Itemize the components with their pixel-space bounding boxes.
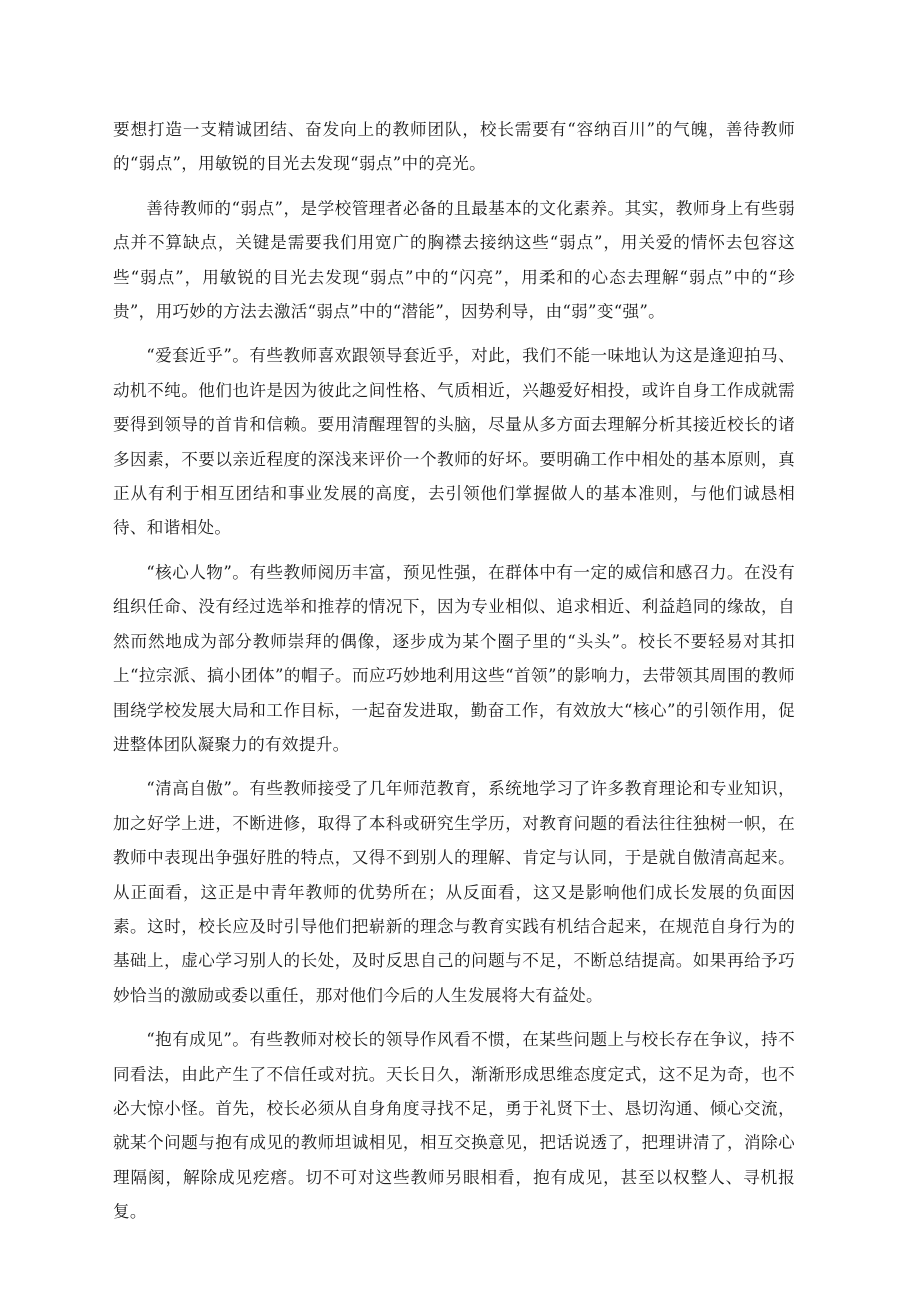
paragraph-closeness: “爱套近乎”。有些教师喜欢跟领导套近乎，对此，我们不能一味地认为这是逢迎拍马、动机不纯。他们也许是因为彼此之间性格、气质相近，兴趣爱好相投，或许自身工作成就需要得到领导的首肯和信赖。要用清醒理智的头脑，尽量从多方面去理解分析其接近校长的诸多因素，不要以亲近程度的深浅来评价一个教师的好坏。要明确工作中相处的基本原则，真正从有利于相互团结和事业发展的高度，去引领他们掌握做人的基本准则，与他们诚恳相待、和谐相处。 [113, 346, 795, 538]
paragraph-prejudice: “抱有成见”。有些教师对校长的领导作风看不惯，在某些问题上与校长存在争议，持不同看法，由此产生了不信任或对抗。天长日久，渐渐形成思维态度定式，这不足为奇，也不必大惊小怪。首先，校长必须从自身角度寻找不足，勇于礼贤下士、恳切沟通、倾心交流，就某个问题与抱有成见的教师坦诚相见，相互交换意见，把话说透了，把理讲清了，消除心理隔阂，解除成见疙瘩。切不可对这些教师另眼相看，抱有成见，甚至以权整人、寻机报复。 [113, 1030, 795, 1222]
paragraph-treat-weakness: 善待教师的“弱点”，是学校管理者必备的且最基本的文化素养。其实，教师身上有些弱点并不算缺点，关键是需要我们用宽广的胸襟去接纳这些“弱点”，用关爱的情怀去包容这些“弱点”，用敏锐的目光去发现“弱点”中的“闪亮”，用柔和的心态去理解“弱点”中的“珍贵”，用巧妙的方法去激活“弱点”中的“潜能”，因势利导，由“弱”变“强”。 [113, 198, 795, 322]
paragraph-core-figures: “核心人物”。有些教师阅历丰富，预见性强，在群体中有一定的威信和感召力。在没有组织任命、没有经过选举和推荐的情况下，因为专业相似、追求相近、利益趋同的缘故，自然而然地成为部分教师崇拜的偶像，逐步成为某个圈子里的“头头”。校长不要轻易对其扣上“拉宗派、搞小团体”的帽子。而应巧妙地利用这些“首领”的影响力，去带领其周围的教师围绕学校发展大局和工作目标，一起奋发进取，勤奋工作，有效放大“核心”的引领作用，促进整体团队凝聚力的有效提升。 [113, 562, 795, 754]
document-body [113, 113, 795, 1240]
intro-paragraph: 要想打造一支精诚团结、奋发向上的教师团队，校长需要有“容纳百川”的气魄，善待教师的“弱点”，用敏锐的目光去发现“弱点”中的亮光。 [113, 120, 795, 174]
paragraph-aloof: “清高自傲”。有些教师接受了几年师范教育，系统地学习了许多教育理论和专业知识，加之好学上进，不断进修，取得了本科或研究生学历，对教育问题的看法往往独树一帜，在教师中表现出争强好胜的特点，又得不到别人的理解、肯定与认同，于是就自傲清高起来。从正面看，这正是中青年教师的优势所在；从反面看，这又是影响他们成长发展的负面因素。这时，校长应及时引导他们把崭新的理念与教育实践有机结合起来，在规范自身行为的基础上，虚心学习别人的长处，及时反思自己的问题与不足，不断总结提高。如果再给予巧妙恰当的激励或委以重任，那对他们今后的人生发展将大有益处。 [113, 779, 795, 1005]
